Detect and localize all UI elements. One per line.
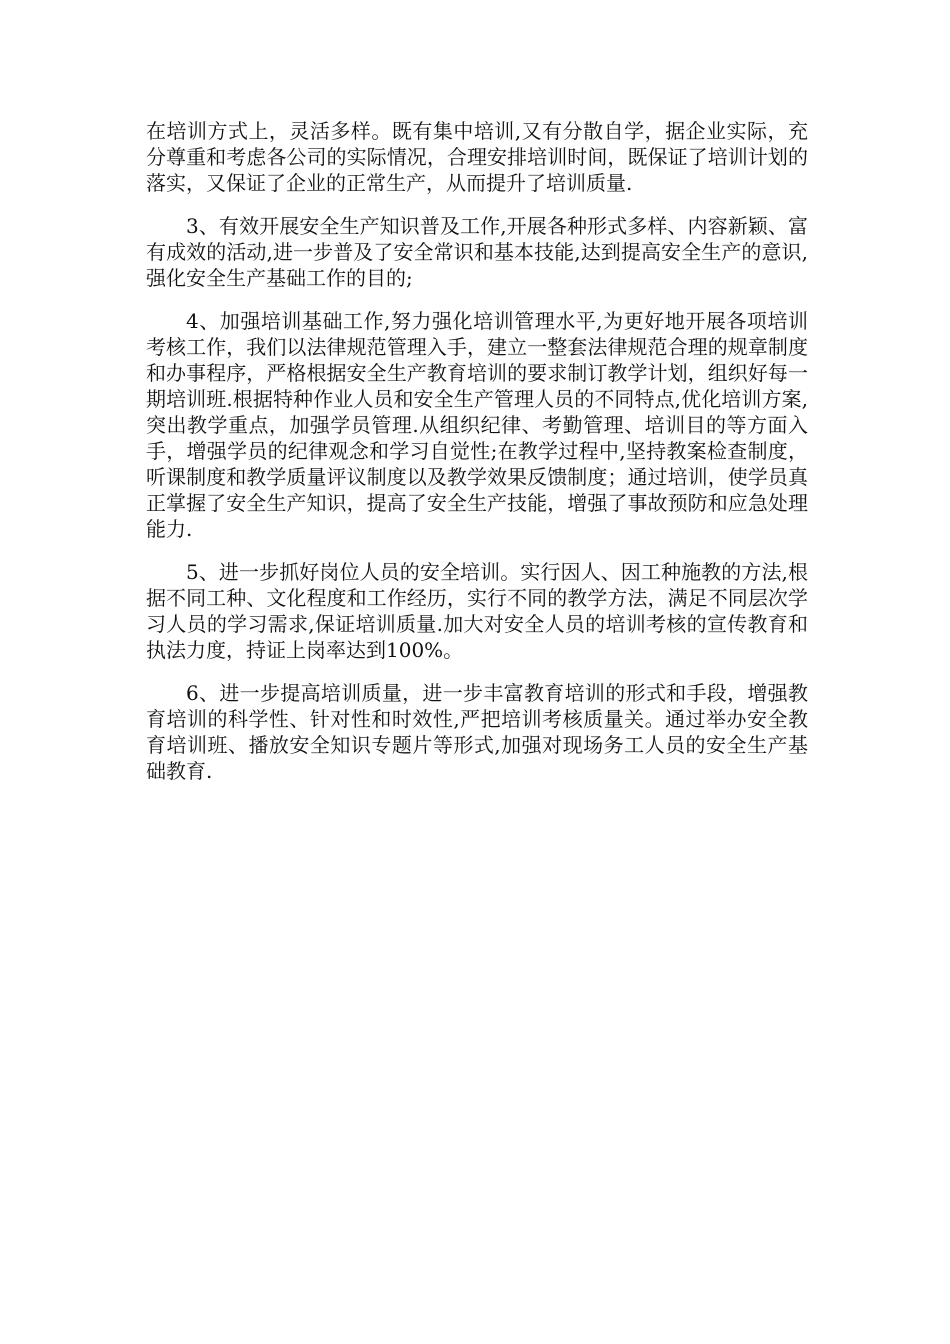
paragraph-item-4: 4、加强培训基础工作,努力强化培训管理水平,为更好地开展各项培训考核工作，我们以法律规范管理入手，建立一整套法律规范合理的规章制度和办事程序，严格根据安全生产教育培训的要求制订教学计划，组织好每一期培训班.根据特种作业人员和安全生产管理人员的不同特点,优化培训方案,突出教学重点，加强学员管理.从组织纪律、考勤管理、培训目的等方面入手，增强学员的纪律观念和学习自觉性;在教学过程中,坚持教案检查制度，听课制度和教学质量评议制度以及教学效果反馈制度；通过培训，使学员真正掌握了安全生产知识，提高了安全生产技能，增强了事故预防和应急处理能力. <box>146 309 808 541</box>
paragraph-item-5: 5、进一步抓好岗位人员的安全培训。实行因人、因工种施教的方法,根据不同工种、文化程度和工作经历，实行不同的教学方法，满足不同层次学习人员的学习需求,保证培训质量.加大对安全人员的培训考核的宣传教育和执法力度，持证上岗率达到100%。 <box>146 560 808 662</box>
paragraph-item-3: 3、有效开展安全生产知识普及工作,开展各种形式多样、内容新颖、富有成效的活动,进一步普及了安全常识和基本技能,达到提高安全生产的意识,强化安全生产基础工作的目的; <box>146 214 808 290</box>
document-body <box>146 118 808 801</box>
paragraph-item-6: 6、进一步提高培训质量，进一步丰富教育培训的形式和手段，增强教育培训的科学性、针对性和时效性,严把培训考核质量关。通过举办安全教育培训班、播放安全知识专题片等形式,加强对现场务工人员的安全生产基础教育. <box>146 681 808 783</box>
paragraph-training-methods: 在培训方式上，灵活多样。既有集中培训,又有分散自学，据企业实际，充分尊重和考虑各公司的实际情况，合理安排培训时间，既保证了培训计划的落实，又保证了企业的正常生产，从而提升了培训质量. <box>146 119 808 195</box>
